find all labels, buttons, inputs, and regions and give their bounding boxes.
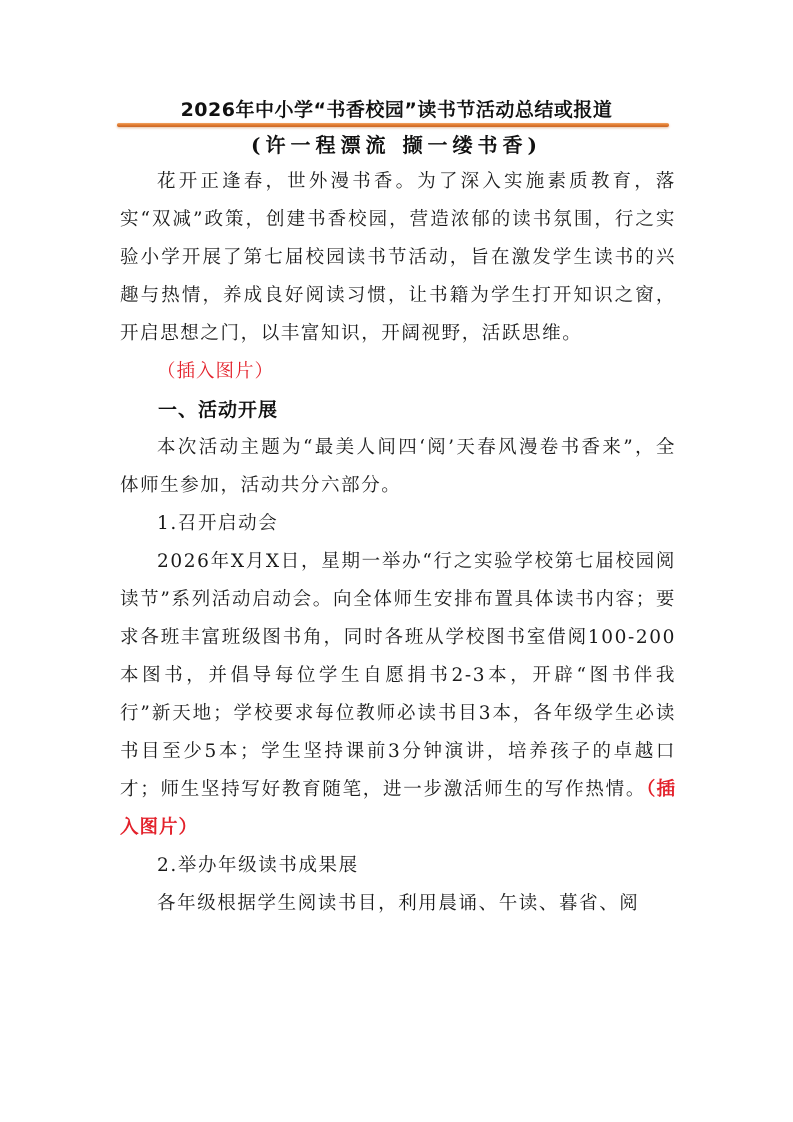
kickoff-text: 2026年X月X日，星期一举办“行之实验学校第七届校园阅读节”系列活动启动会。向全体师生安排布置具体读书内容；要求各班丰富班级图书角，同时各班从学校图书室借阅100-200本图书，并倡导每位学生自愿捐书2-3本，开辟“图书伴我行”新天地；学校要求每位教师必读书目3本，各年级学生必读书目至少5本；学生坚持课前3分钟演讲，培养孩子的卓越口才；师生坚持写好教育随笔，进一步激活师生的写作热情。 — [120, 551, 676, 800]
image-placeholder-text: （插入图片） — [157, 361, 275, 382]
intro-image-placeholder — [120, 353, 676, 391]
subsection-heading-kickoff: 1.召开启动会 — [157, 513, 279, 534]
subsection-heading-exhibition: 2.举办年级读书成果展 — [157, 855, 359, 876]
section-heading-activities: 一、活动开展 — [158, 399, 279, 421]
section-paragraph: 本次活动主题为“最美人间四‘阅’天春风漫卷书香来”，全体师生参加，活动共分六部分。 — [120, 437, 676, 496]
image-placeholder-text: （插入图片） — [120, 779, 676, 838]
title-underline-decoration — [117, 123, 669, 127]
kickoff-paragraph — [120, 543, 676, 847]
document-body — [120, 163, 676, 923]
intro-paragraph: 花开正逢春，世外漫书香。为了深入实施素质教育，落实“双减”政策，创建书香校园，营造浓郁的读书氛围，行之实验小学开展了第七届校园读书节活动，旨在激发学生读书的兴趣与热情，养成良好阅读习惯，让书籍为学生打开知识之窗，开启思想之门，以丰富知识，开阔视野，活跃思维。 — [120, 171, 676, 344]
document-subtitle: (许一程漂流 撷一缕书香) — [251, 133, 542, 157]
document-title: 2026年中小学“书香校园”读书节活动总结或报道 — [180, 99, 613, 121]
exhibition-paragraph: 各年级根据学生阅读书目，利用晨诵、午读、暮省、阅 — [157, 893, 640, 914]
